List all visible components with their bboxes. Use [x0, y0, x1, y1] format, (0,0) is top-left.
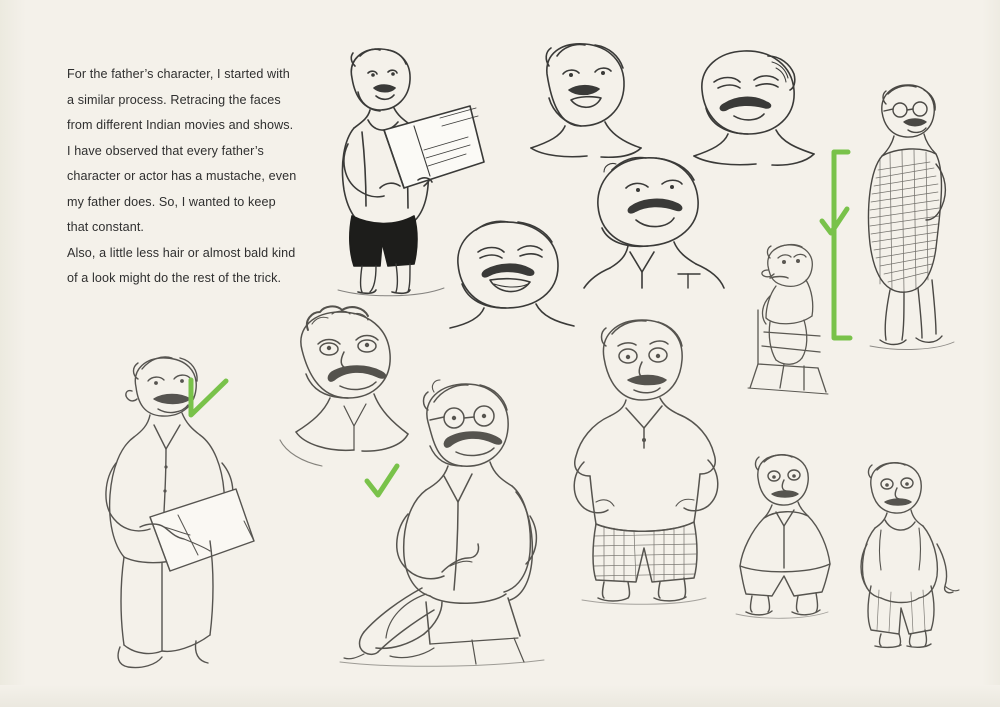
sketch-elder-standing-shawl [850, 78, 980, 353]
sketch-man-holding-paper-left [58, 345, 278, 675]
paper-edge-bottom [0, 685, 1000, 707]
sketch-man-seated-chair-small [740, 236, 855, 396]
sketch-man-seated-crossed-legs [330, 372, 565, 667]
sketch-small-round-man [728, 448, 843, 618]
check-mark-bust-right [818, 205, 852, 246]
notes-line-8: Also, a little less hair or almost bald kind [67, 245, 296, 260]
notes-line-3: from different Indian movies and shows. [67, 118, 294, 132]
notes-line-7: that constant. [67, 220, 145, 234]
sketch-head-looking-up [570, 148, 735, 288]
sketch-head-smiling-left [505, 38, 655, 163]
check-mark-seated-man [362, 461, 402, 508]
notes-block [67, 62, 319, 292]
notes-line-2: a similar process. Retracing the faces [67, 92, 281, 107]
notes-line-5: character or actor has a mustache, even [67, 169, 297, 183]
check-mark-standing-man [186, 375, 232, 428]
notes-line-4: I have observed that every father’s [67, 143, 264, 158]
notes-line-6: my father does. So, I wanted to keep [67, 194, 276, 209]
paper-edge-right [982, 0, 1000, 707]
notes-line-1: For the father’s character, I started with [67, 67, 290, 81]
sketch-man-vest-lungi [845, 458, 970, 648]
sketch-man-hands-on-hips [548, 312, 738, 602]
paper-edge-left [0, 0, 26, 707]
notes-line-9: of a look might do the rest of the trick. [67, 271, 282, 285]
